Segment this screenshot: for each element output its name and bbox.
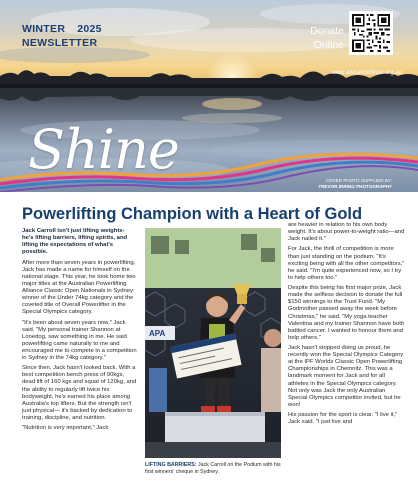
donate-line2: Online (313, 39, 344, 51)
article-paragraph: After more than seven years in powerlifting, Jack has made a name for himself on the national stage. This year, he took home two major titles at the Australian Powerlifting Alliance Classic Open Nationals in Sydney: winner of the Under 74kg category and the coveted title of Overall Powerlifter in the Special Olympics category. (22, 259, 136, 316)
article-headline: Powerlifting Champion with a Heart of Gold (22, 205, 363, 223)
masthead (22, 22, 102, 50)
article-paragraph: are heavier in relation to his own body weight. It's about power-to-weight ratio—and Jack nailed it." (288, 222, 405, 243)
season-label: WINTER (22, 23, 66, 35)
article-paragraph: Jack hasn't stopped doing us proud, he recently won the Special Olympics Category at the IPF Worlds Classic Open Powerlifting Championships in Chemnitz. This was a landmark moment for Jack and for all athletes in the Special Olympics category. Not only was Jack the only Australian Special Olympics competitor invited, but he won! (288, 345, 404, 408)
donate-line1: Donate (310, 25, 344, 37)
apa-banner: APA (149, 329, 166, 338)
article-paragraph: "Nutrition is very important," Jack (22, 425, 109, 432)
year-label: 2025 (77, 23, 102, 35)
cover-photo-credit (318, 178, 392, 190)
credit-line1: COVER PHOTO SUPPLIED BY: (325, 178, 392, 183)
qr-code-icon (352, 14, 390, 52)
donate-qr-code[interactable] (349, 11, 393, 55)
newsletter-label: NEWSLETTER (22, 37, 98, 49)
photo-caption (145, 462, 281, 475)
cover-hero (0, 0, 418, 192)
podium-photo (145, 228, 281, 458)
donate-online-link[interactable] (306, 24, 344, 52)
shine-logo-title: Shine (28, 118, 179, 181)
caption-text: Jack Carroll on the Podium with his first winners' cheque in Sydney. (145, 462, 281, 475)
article-paragraph: For Jack, the thrill of competition is more than just standing on the podium. "It's exciting being with all the other competitors," he said. "I'm quite experienced now, so I try to help others too." (288, 246, 405, 281)
article-paragraph: Despite this being his first major prize, Jack made the selfless decision to donate the full $150 winnings to the Trust Fund. "My Godmother passed away the week before Christmas," he said. "My yoga teacher Valentina and my trainer Shannon have both battled cancer. I wanted to honour them and help others." (288, 285, 405, 341)
article-paragraph: Since then, Jack hasn't looked back. With a best competition bench press of 90kgs, dead lift of 160 kgs and squat of 120kg, and the ability to regularly lift twice his bodyweight, he's earned his place among Australia's top lifters. But the strength isn't just physical— it's backed by dedication to training, discipline, and nutrition. (22, 365, 137, 421)
article-column-right (288, 222, 406, 429)
credit-line2: TREVOR IRRING PHOTOGRAPHY (318, 184, 392, 189)
athlete-on-podium-image (145, 228, 281, 458)
caption-label: LIFTING BARRIERS: (145, 462, 197, 468)
article-paragraph: "It's been about seven years now," Jack said. "My personal trainer Shannon at Lonedog, saw something in me. He said powerlifting came naturally to me and encouraged me to compete in a competition in Sydney in the 74kg category." (22, 319, 137, 361)
donate-url[interactable]: www.awcancertrust.org.au (331, 70, 402, 76)
article-column-left (22, 228, 137, 435)
article-paragraph: His passion for the sport is clear. "I live it," Jack said. "I just live and (288, 412, 398, 426)
article-lead: Jack Carroll isn't just lifting weights- he's lifting barriers, lifting spirits, and lifting the expectations of what's possible. (22, 228, 128, 256)
